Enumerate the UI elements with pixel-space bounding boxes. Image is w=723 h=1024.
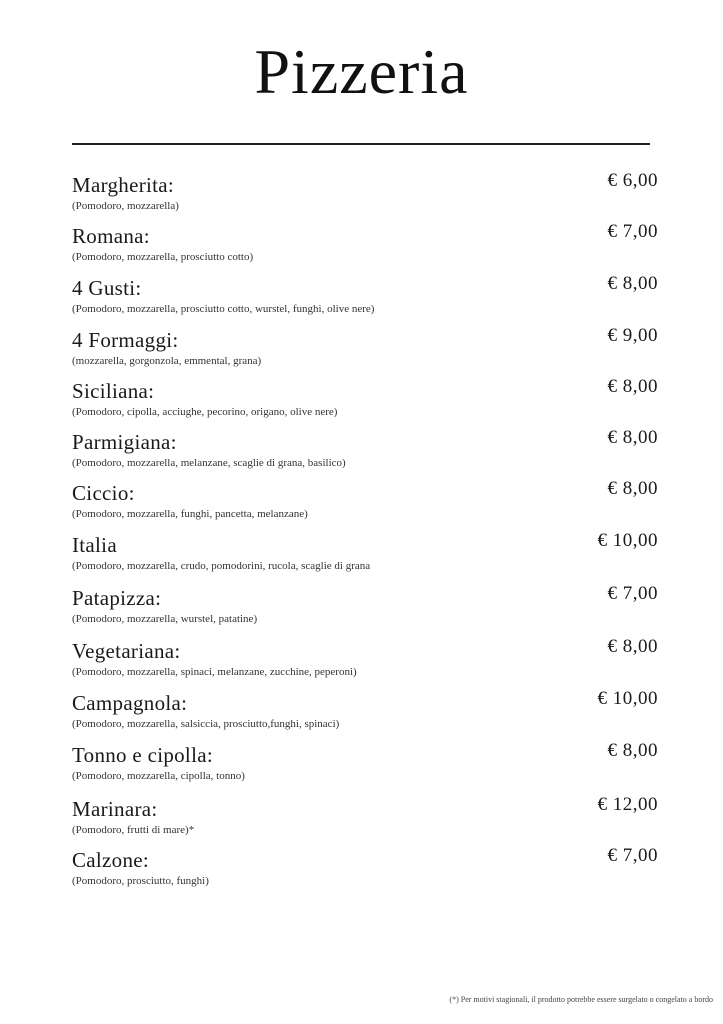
menu-item [72,275,672,325]
menu-item-price: € 8,00 [607,636,658,657]
menu-item-name: Patapizza: [72,586,162,610]
menu-item-price: € 7,00 [607,221,658,242]
menu-item-price: € 8,00 [607,478,658,499]
menu-item-name: Siciliana: [72,379,155,403]
menu-item [72,847,672,897]
menu-item-name: Parmigiana: [72,430,177,454]
menu-item [72,532,672,582]
menu-item-name: Italia [72,533,117,557]
menu-item [72,742,672,792]
menu-item-name: Romana: [72,224,150,248]
menu-item-name: Campagnola: [72,691,188,715]
menu-item-price: € 12,00 [597,794,658,815]
menu-item-name: Vegetariana: [72,639,181,663]
menu-item-name: Marinara: [72,797,158,821]
menu-item-price: € 10,00 [597,688,658,709]
menu-item-description: (Pomodoro, mozzarella, crudo, pomodorini, rucola, scaglie di grana [72,560,371,572]
menu-item-description: (Pomodoro, frutti di mare)* [72,824,195,836]
menu-item-description: (Pomodoro, mozzarella, prosciutto cotto, wurstel, funghi, olive nere) [72,303,375,315]
menu-item-name: Tonno e cipolla: [72,743,213,767]
menu-item-description: (Pomodoro, prosciutto, funghi) [72,875,209,887]
menu-item-price: € 6,00 [607,170,658,191]
menu-item [72,378,672,428]
menu-item [72,690,672,740]
menu-item-description: (Pomodoro, mozzarella, melanzane, scaglie di grana, basilico) [72,457,346,469]
menu-item [72,429,672,479]
menu-item-price: € 8,00 [607,273,658,294]
menu-item-description: (mozzarella, gorgonzola, emmental, grana) [72,355,262,367]
menu-item-description: (Pomodoro, mozzarella) [72,200,179,212]
menu-item [72,327,672,377]
menu-item-description: (Pomodoro, mozzarella, spinaci, melanzane, zucchine, peperoni) [72,666,357,678]
menu-item-price: € 8,00 [607,427,658,448]
menu-item-description: (Pomodoro, mozzarella, cipolla, tonno) [72,770,245,782]
menu-item-name: Margherita: [72,173,175,197]
menu-item-price: € 7,00 [607,583,658,604]
page-title: Pizzeria [254,36,469,107]
menu-item-name: 4 Gusti: [72,276,142,300]
menu-item [72,638,672,688]
menu-item-name: Ciccio: [72,481,135,505]
menu-item-description: (Pomodoro, cipolla, acciughe, pecorino, origano, olive nere) [72,406,338,418]
menu-item [72,223,672,273]
menu-item [72,480,672,530]
menu-item-price: € 8,00 [607,740,658,761]
menu-item [72,796,672,846]
menu-item-description: (Pomodoro, mozzarella, salsiccia, prosciutto,funghi, spinaci) [72,718,340,730]
menu-item-name: 4 Formaggi: [72,328,179,352]
menu-item-description: (Pomodoro, mozzarella, funghi, pancetta, melanzane) [72,508,308,520]
menu-item-price: € 7,00 [607,845,658,866]
menu-item-description: (Pomodoro, mozzarella, wurstel, patatine) [72,613,258,625]
footnote: (*) Per motivi stagionali, il prodotto potrebbe essere surgelato o congelato a bordo [449,995,713,1004]
menu-item-price: € 8,00 [607,376,658,397]
menu-item-name: Calzone: [72,848,150,872]
menu-item-price: € 10,00 [597,530,658,551]
menu-item-price: € 9,00 [607,325,658,346]
menu-item [72,172,672,222]
menu-item-description: (Pomodoro, mozzarella, prosciutto cotto) [72,251,254,263]
menu-item [72,585,672,635]
